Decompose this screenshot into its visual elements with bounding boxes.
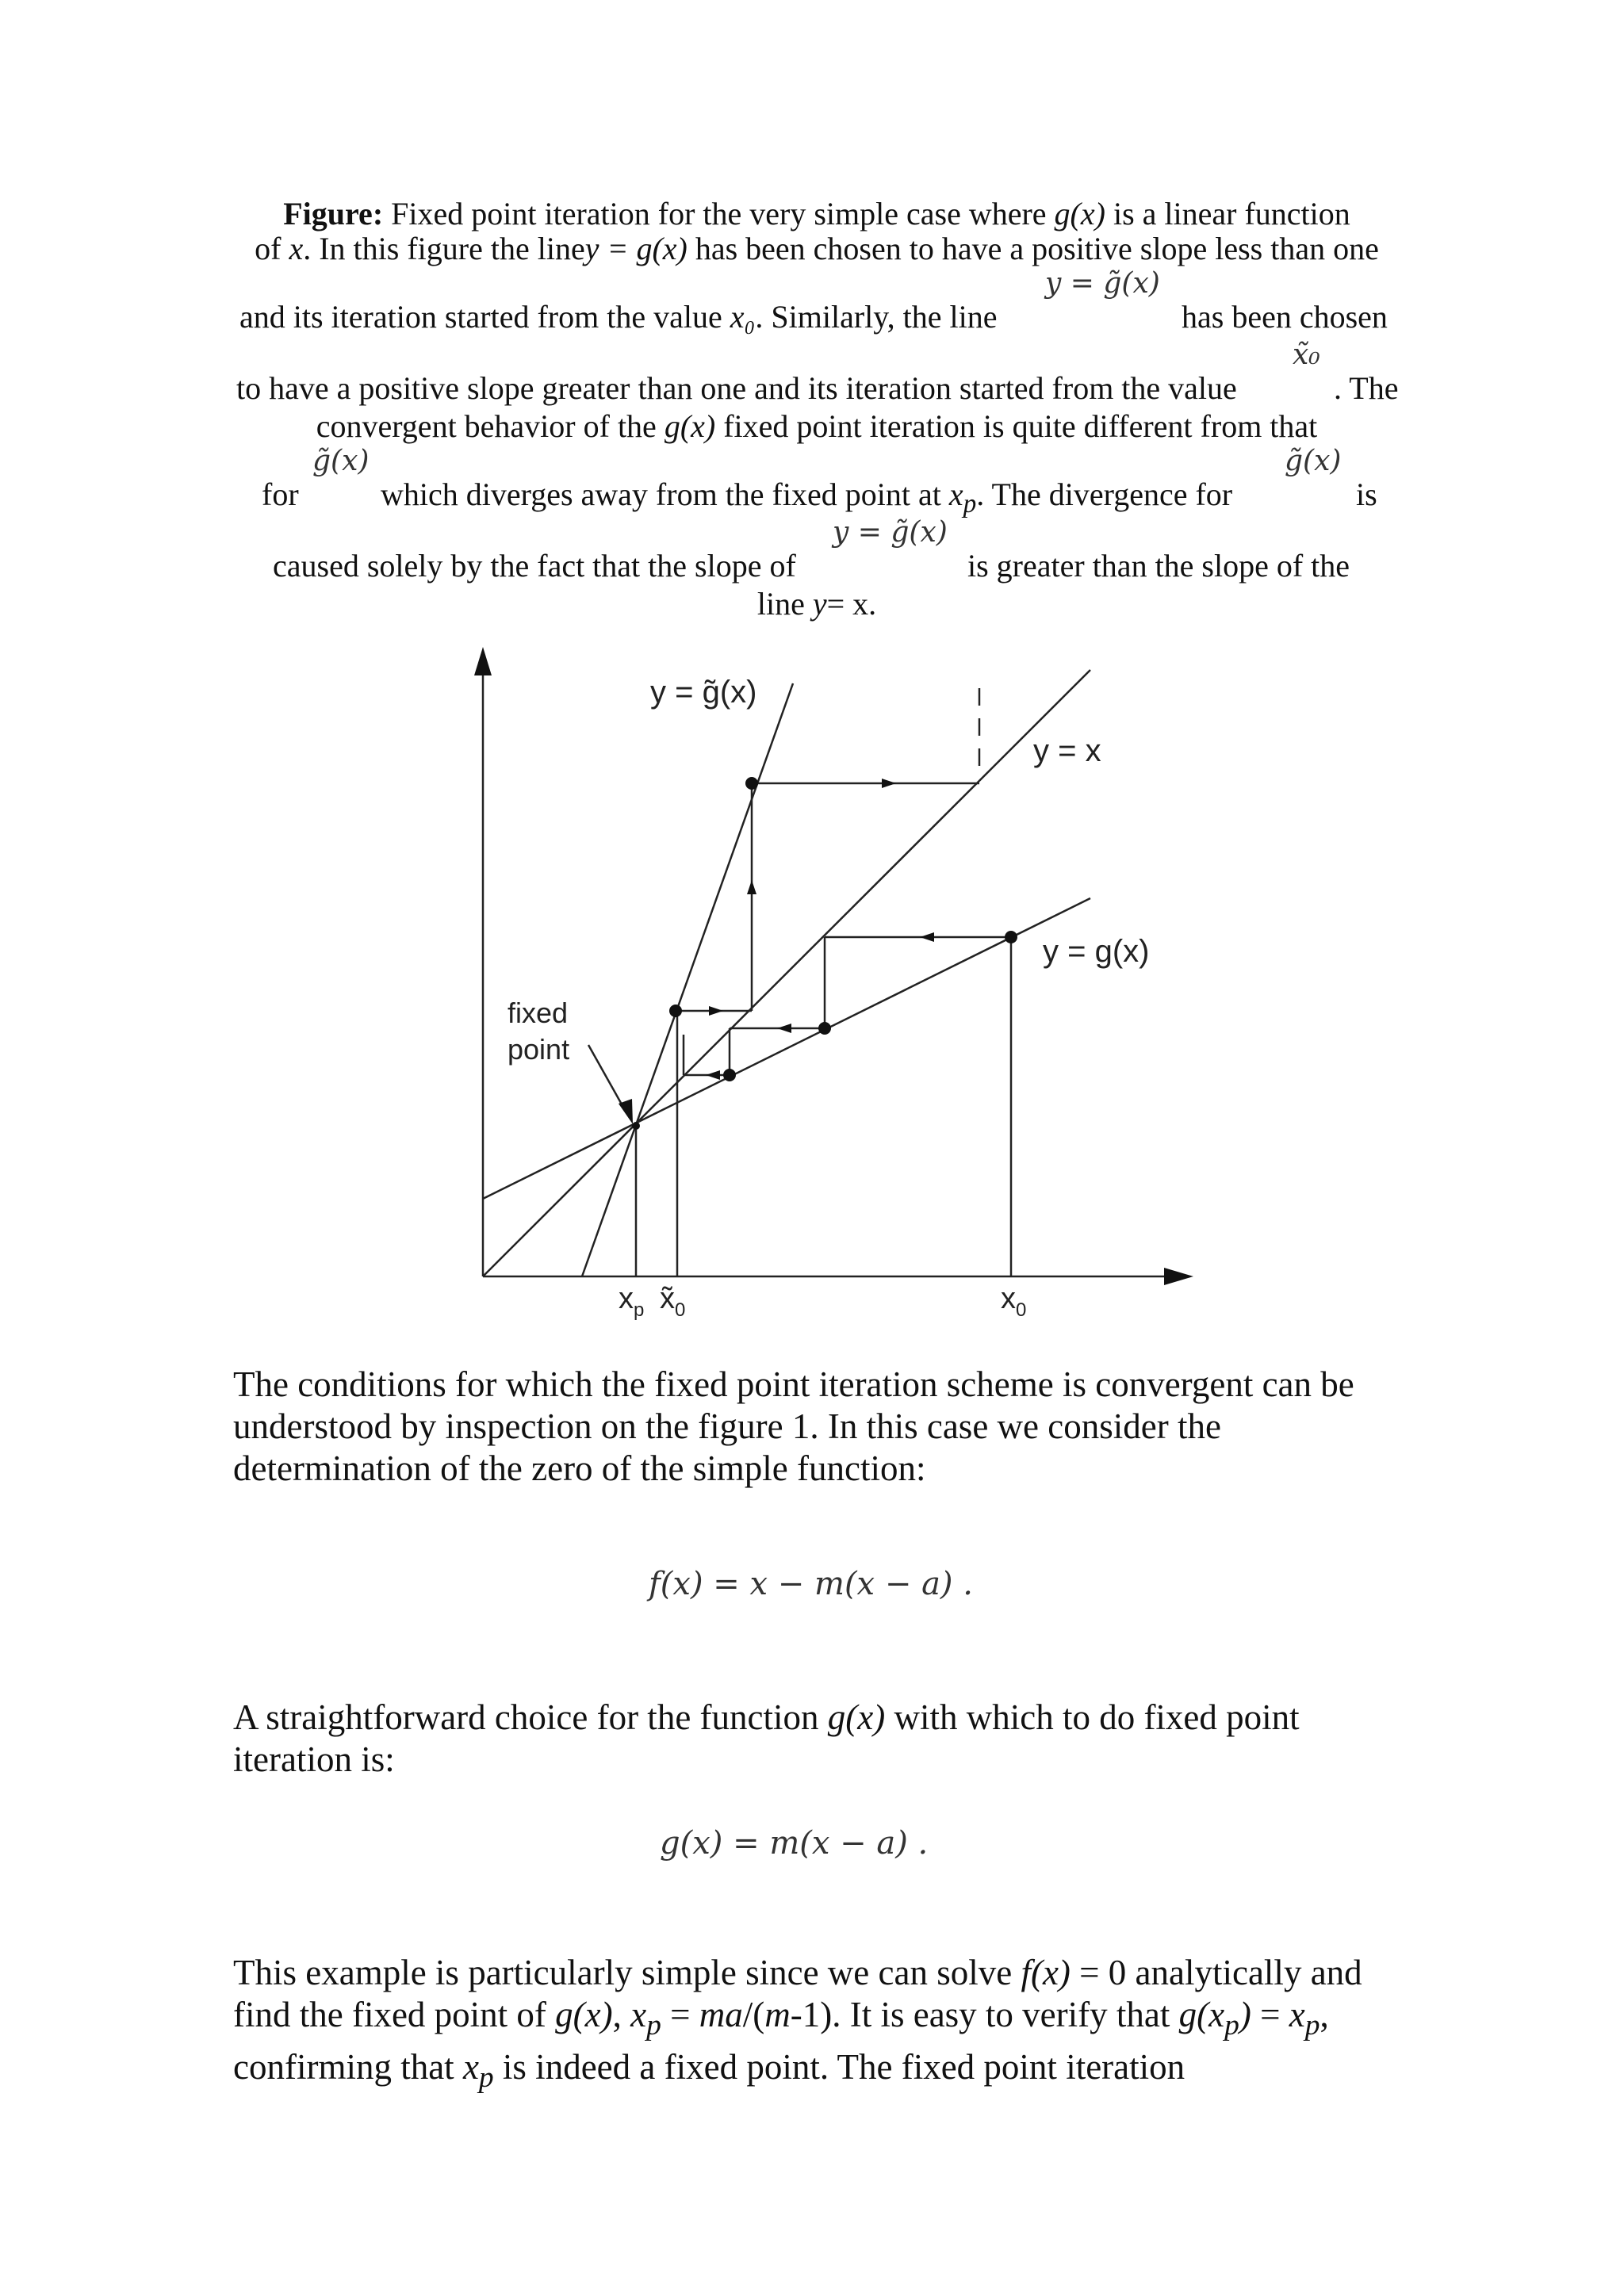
label-point: point — [508, 1033, 570, 1066]
line-g-tilde — [582, 683, 793, 1276]
math-y-gtilde: y = g̃(x) — [1045, 267, 1160, 300]
caption-line-7: y = g̃(x) caused solely by the fact that the slope of is greater than the slope of the — [273, 516, 1350, 584]
label-y-g: y = g(x) — [1043, 934, 1150, 969]
caption-line-2: of x. In this figure the liney = g(x) has been chosen to have a positive slope less than one — [255, 231, 1379, 266]
line-g — [483, 898, 1090, 1199]
y-axis-arrow — [474, 647, 492, 675]
math-gtilde-1: g̃(x) — [312, 445, 370, 477]
equation-f: f(x) = x − m(x − a) . — [649, 1566, 973, 1602]
line-y-equals-x — [483, 670, 1090, 1276]
equation-g: g(x) = m(x − a) . — [660, 1825, 929, 1862]
caption-line-3: y = g̃(x) and its iteration started from the value x₀. Similarly, the line has been chosen — [239, 267, 1388, 335]
label-y-x: y = x — [1033, 733, 1101, 768]
label-fixed: fixed — [508, 997, 569, 1029]
math-gtilde-2: g̃(x) — [1285, 445, 1342, 477]
caption-line-8: line y= x. — [756, 586, 877, 622]
paragraph-choice: A straightforward choice for the function g(x) with which to do fixed point iteration is: — [233, 1697, 1300, 1779]
tick-x0: $x_0$ — [1001, 1282, 1027, 1321]
caption-line-1: Figure: Fixed point iteration for the very simple case where g(x) is a linear function — [283, 196, 1350, 232]
tick-xp: $x_p$ — [619, 1282, 645, 1321]
paragraph-conditions: The conditions for which the fixed point iteration scheme is convergent can be understood by inspection on the figure 1. In this case we consider the determination of the zero of the simple function: — [233, 1364, 1354, 1488]
fixed-point-pointer — [588, 1045, 625, 1110]
tick-xtilde0: $x̃_0$ — [660, 1282, 686, 1321]
x-axis-arrow — [1164, 1268, 1193, 1285]
math-y-gtilde-2: y = g̃(x) — [833, 516, 948, 549]
label-y-gtilde: y = g̃(x) — [650, 675, 757, 710]
caption-line-5: convergent behavior of the g(x) fixed point iteration is quite different from that — [316, 408, 1318, 444]
caption-line-4: x̃₀ to have a positive slope greater than one and its iteration started from the value . The — [236, 339, 1399, 406]
fixed-point-marker — [632, 1122, 640, 1130]
caption-line-6: g̃(x) g̃(x) for which diverges away from the fixed point at $x_p$. The divergence for is — [262, 445, 1377, 519]
paragraph-example: This example is particularly simple since we can solve f(x) = 0 analytically and find the fixed point of g(x), $x_p = ma/(m-1)$. It is easy to verify that $g(x_p) = x_p$, confirming that $x_p$ is indeed a fixed point. The fixed point iteration — [233, 1953, 1362, 2094]
math-x-tilde-0: x̃₀ — [1293, 339, 1320, 371]
caption-label: Figure: — [283, 196, 384, 232]
